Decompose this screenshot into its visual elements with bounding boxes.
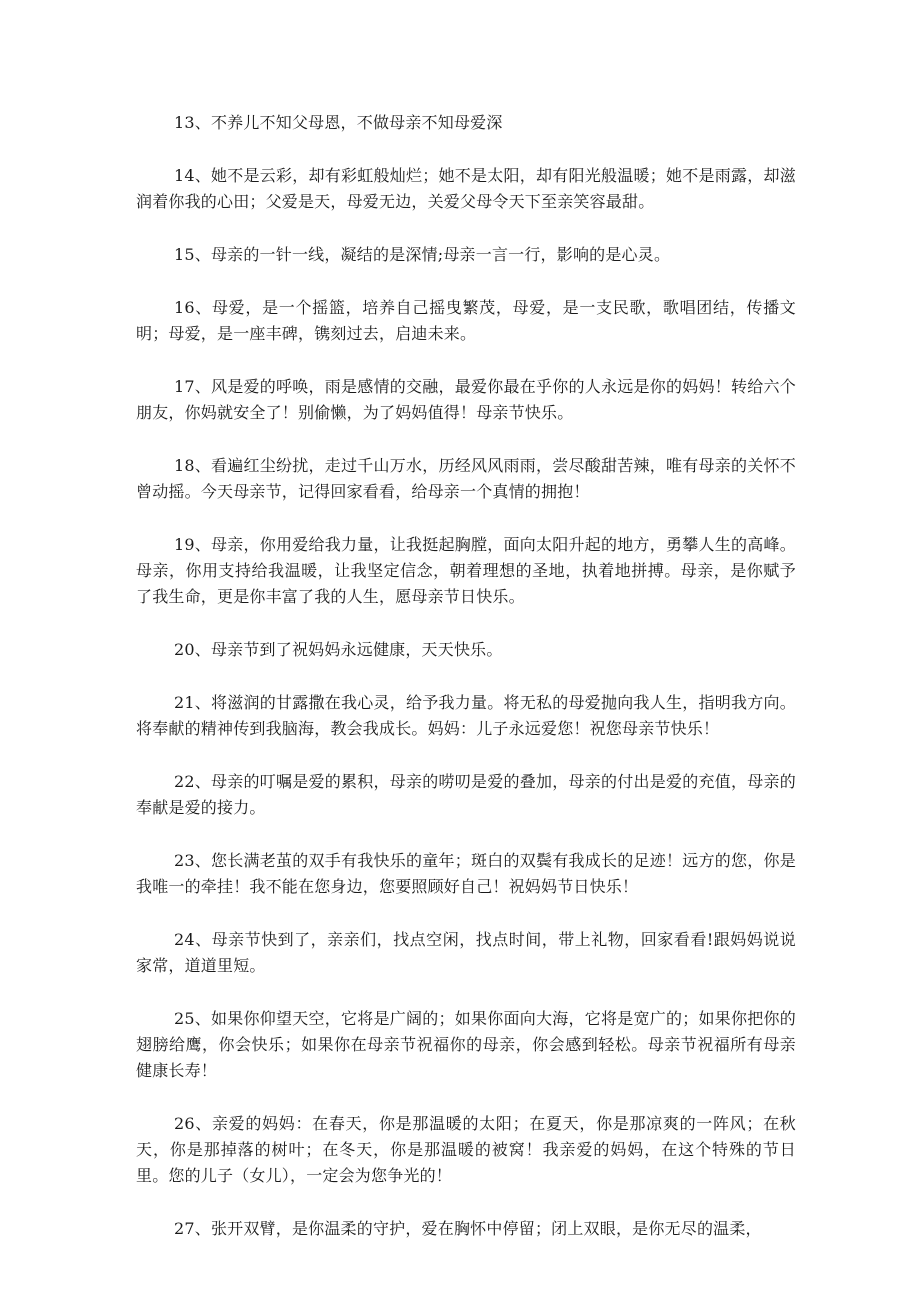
paragraph-26: 26、亲爱的妈妈：在春天，你是那温暖的太阳；在夏天，你是那凉爽的一阵风；在秋天，你是那掉落的树叶；在冬天，你是那温暖的被窝！我亲爱的妈妈，在这个特殊的节日里。您的儿子（女儿），一定会为您争光的！ [136,1114,796,1185]
paragraph-22: 22、母亲的叮嘱是爱的累积，母亲的唠叨是爱的叠加，母亲的付出是爱的充值，母亲的奉献是爱的接力。 [136,772,796,817]
paragraph-16: 16、母爱，是一个摇篮，培养自己摇曳繁茂，母爱，是一支民歌，歌唱团结，传播文明；母爱，是一座丰碑，镌刻过去，启迪未来。 [136,298,796,343]
paragraph-13: 13、不养儿不知父母恩，不做母亲不知母爱深 [174,113,503,132]
paragraph-19: 19、母亲，你用爱给我力量，让我挺起胸膛，面向太阳升起的地方，勇攀人生的高峰。母亲，你用支持给我温暖，让我坚定信念，朝着理想的圣地，执着地拼搏。母亲，是你赋予了我生命，更是你丰富了我的人生，愿母亲节日快乐。 [136,535,796,606]
paragraph-23: 23、您长满老茧的双手有我快乐的童年；斑白的双鬓有我成长的足迹！远方的您，你是我唯一的牵挂！我不能在您身边，您要照顾好自己！祝妈妈节日快乐！ [136,851,796,896]
document-body [136,110,796,1269]
paragraph-15: 15、母亲的一针一线，凝结的是深情;母亲一言一行，影响的是心灵。 [174,245,671,264]
paragraph-27: 27、张开双臂，是你温柔的守护，爱在胸怀中停留；闭上双眼，是你无尽的温柔， [174,1219,762,1238]
paragraph-25: 25、如果你仰望天空，它将是广阔的；如果你面向大海，它将是宽广的；如果你把你的翅膀给鹰，你会快乐；如果你在母亲节祝福你的母亲，你会感到轻松。母亲节祝福所有母亲健康长寿！ [136,1009,796,1080]
paragraph-17: 17、风是爱的呼唤，雨是感情的交融，最爱你最在乎你的人永远是你的妈妈！转给六个朋友，你妈就安全了！别偷懒，为了妈妈值得！母亲节快乐。 [136,377,796,422]
paragraph-20: 20、母亲节到了祝妈妈永远健康，天天快乐。 [174,640,503,659]
paragraph-24: 24、母亲节快到了，亲亲们，找点空闲，找点时间，带上礼物，回家看看!跟妈妈说说家常，道道里短。 [136,930,796,975]
paragraph-14: 14、她不是云彩，却有彩虹般灿烂；她不是太阳，却有阳光般温暖；她不是雨露，却滋润着你我的心田；父爱是天，母爱无边，关爱父母令天下至亲笑容最甜。 [136,166,796,211]
paragraph-18: 18、看遍红尘纷扰，走过千山万水，历经风风雨雨，尝尽酸甜苦辣，唯有母亲的关怀不曾动摇。今天母亲节，记得回家看看，给母亲一个真情的拥抱！ [136,456,796,501]
paragraph-21: 21、将滋润的甘露撒在我心灵，给予我力量。将无私的母爱抛向我人生，指明我方向。将奉献的精神传到我脑海，教会我成长。妈妈：儿子永远爱您！祝您母亲节快乐！ [136,693,796,738]
